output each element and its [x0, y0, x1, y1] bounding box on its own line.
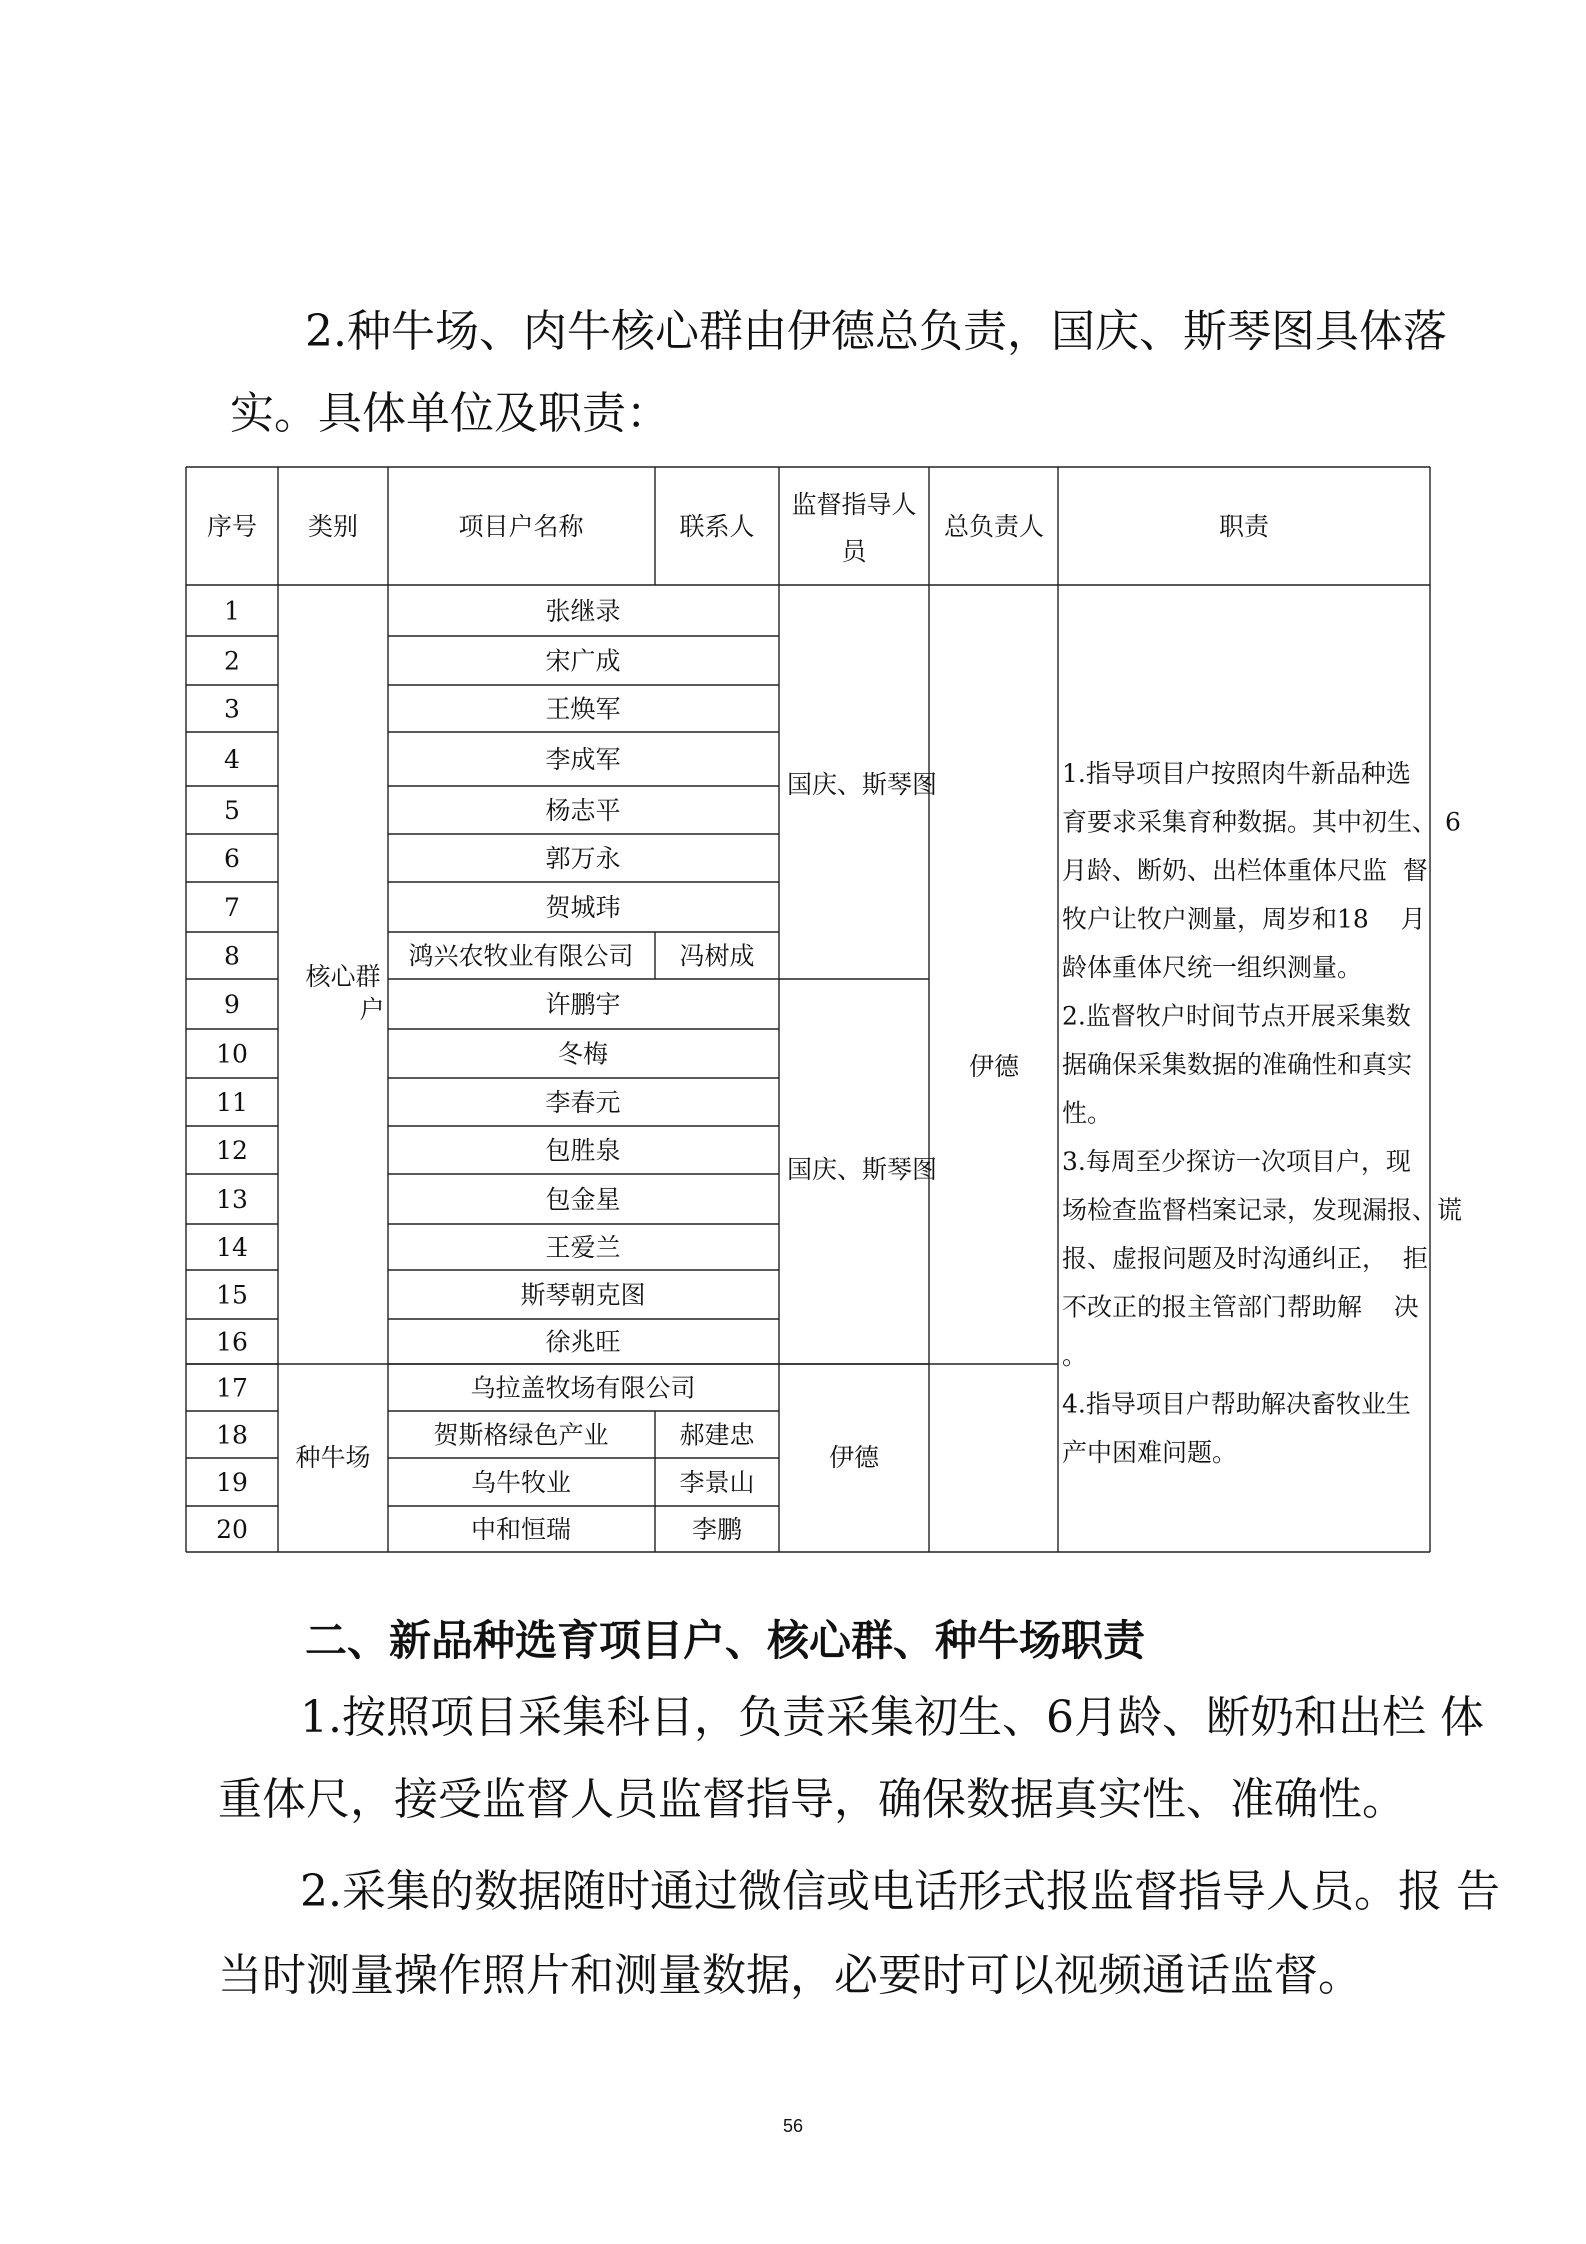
duty-line: 3.每周至少探访一次项目户，现 — [1062, 1147, 1411, 1176]
row-name: 斯琴朝克图 — [520, 1280, 646, 1310]
row-name: 乌牛牧业 — [470, 1468, 572, 1497]
header-supervisor-line1: 监督指导人 — [791, 490, 917, 519]
header-supervisor-line2: 员 — [841, 537, 867, 566]
row-seq: 20 — [216, 1515, 248, 1544]
row-name: 李春元 — [545, 1088, 621, 1117]
row-seq: 7 — [224, 893, 240, 922]
duty-line: 报、虚报问题及时沟通纠正， 拒 — [1062, 1244, 1428, 1273]
row-name: 王焕军 — [545, 694, 621, 724]
section-heading: 二、新品种选育项目户、核心群、种牛场职责 — [305, 1616, 1146, 1665]
header-name: 项目户名称 — [458, 512, 584, 541]
row-seq: 9 — [224, 990, 240, 1019]
row-seq: 19 — [216, 1468, 248, 1497]
row-seq: 6 — [224, 844, 240, 873]
intro-line-1: 2.种牛场、肉牛核心群由伊德总负责，国庆、斯琴图具体落 — [305, 306, 1447, 357]
supervisor-group-3: 伊德 — [828, 1443, 880, 1472]
row-seq: 13 — [216, 1185, 248, 1214]
row-name: 王爱兰 — [545, 1233, 621, 1262]
row-name: 李成军 — [545, 745, 621, 774]
row-name: 冬梅 — [557, 1039, 609, 1069]
row-seq: 17 — [216, 1373, 248, 1403]
duty-line: 场检查监督档案记录，发现漏报、谎 — [1062, 1195, 1463, 1225]
duty-line: 牧户让牧户测量，周岁和18 月 — [1062, 904, 1426, 934]
row-seq: 11 — [216, 1088, 248, 1117]
duty-line: 产中困难问题。 — [1062, 1438, 1238, 1467]
duty-line: 月龄、断奶、出栏体重体尺监 督 — [1062, 856, 1428, 885]
page-number: 56 — [782, 2116, 804, 2136]
supervisor-group-2: 国庆、斯琴图 — [786, 1155, 938, 1184]
duty-line: 龄体重体尺统一组织测量。 — [1062, 953, 1363, 982]
duty-line: 4.指导项目户帮助解决畜牧业生 — [1062, 1389, 1411, 1419]
row-seq: 4 — [224, 745, 240, 774]
header-duty: 职责 — [1218, 512, 1270, 541]
supervisor-group-1: 国庆、斯琴图 — [786, 770, 938, 799]
duty-line: 据确保采集数据的准确性和真实 — [1062, 1050, 1413, 1079]
header-seq: 序号 — [206, 512, 258, 541]
row-seq: 2 — [224, 646, 240, 676]
row-seq: 10 — [216, 1039, 248, 1069]
row-contact: 郝建忠 — [679, 1420, 755, 1450]
duty-line: 2.监督牧户时间节点开展采集数 — [1062, 1001, 1411, 1031]
row-name: 张继录 — [545, 596, 621, 626]
row-name: 鸿兴农牧业有限公司 — [408, 941, 634, 971]
row-seq: 16 — [216, 1327, 248, 1357]
row-name: 郭万永 — [545, 844, 621, 873]
row-name: 许鹏宇 — [545, 990, 621, 1019]
duty-line: 育要求采集育种数据。其中初生、 6 — [1062, 807, 1461, 837]
category-breed: 种牛场 — [295, 1443, 371, 1472]
intro-line-2: 实。具体单位及职责： — [230, 388, 670, 439]
section-p2-line2: 当时测量操作照片和测量数据，必要时可以视频通话监督。 — [218, 1950, 1362, 2001]
category-core-line1: 核心群 — [305, 962, 381, 991]
section-p1-line2: 重体尺，接受监督人员监督指导，确保数据真实性、准确性。 — [218, 1774, 1406, 1825]
row-seq: 12 — [216, 1136, 248, 1165]
row-name: 包金星 — [545, 1185, 621, 1214]
row-name: 宋广成 — [545, 646, 621, 676]
header-contact: 联系人 — [679, 512, 755, 541]
duty-line: 不改正的报主管部门帮助解 决 — [1062, 1292, 1419, 1322]
row-name: 包胜泉 — [545, 1136, 621, 1165]
duty-line: 。 — [1062, 1341, 1088, 1370]
row-name: 乌拉盖牧场有限公司 — [470, 1373, 696, 1403]
row-seq: 18 — [216, 1420, 248, 1450]
row-contact: 李景山 — [679, 1468, 755, 1497]
row-seq: 14 — [216, 1233, 248, 1262]
header-category: 类别 — [307, 512, 359, 541]
section-p2-line1: 2.采集的数据随时通过微信或电话形式报监督指导人员。报 告 — [300, 1866, 1500, 1917]
category-core-line2: 户 — [359, 995, 385, 1024]
duty-line: 1.指导项目户按照肉牛新品种选 — [1062, 759, 1411, 788]
row-contact: 李鹏 — [691, 1515, 743, 1544]
row-seq: 5 — [224, 796, 240, 825]
row-name: 贺斯格绿色产业 — [433, 1420, 609, 1450]
section-p1-line1: 1.按照项目采集科目，负责采集初生、6月龄、断奶和出栏 体 — [300, 1692, 1484, 1743]
row-seq: 8 — [224, 941, 240, 971]
row-seq: 3 — [224, 694, 240, 724]
row-name: 贺城玮 — [545, 893, 621, 922]
row-name: 中和恒瑞 — [470, 1515, 572, 1544]
row-name: 徐兆旺 — [545, 1327, 621, 1357]
row-name: 杨志平 — [545, 796, 621, 825]
header-owner: 总负责人 — [943, 512, 1045, 541]
duty-line: 性。 — [1062, 1098, 1113, 1128]
row-seq: 1 — [224, 596, 240, 626]
row-seq: 15 — [216, 1280, 248, 1310]
row-contact: 冯树成 — [679, 941, 755, 971]
owner-cell: 伊德 — [968, 1052, 1020, 1081]
